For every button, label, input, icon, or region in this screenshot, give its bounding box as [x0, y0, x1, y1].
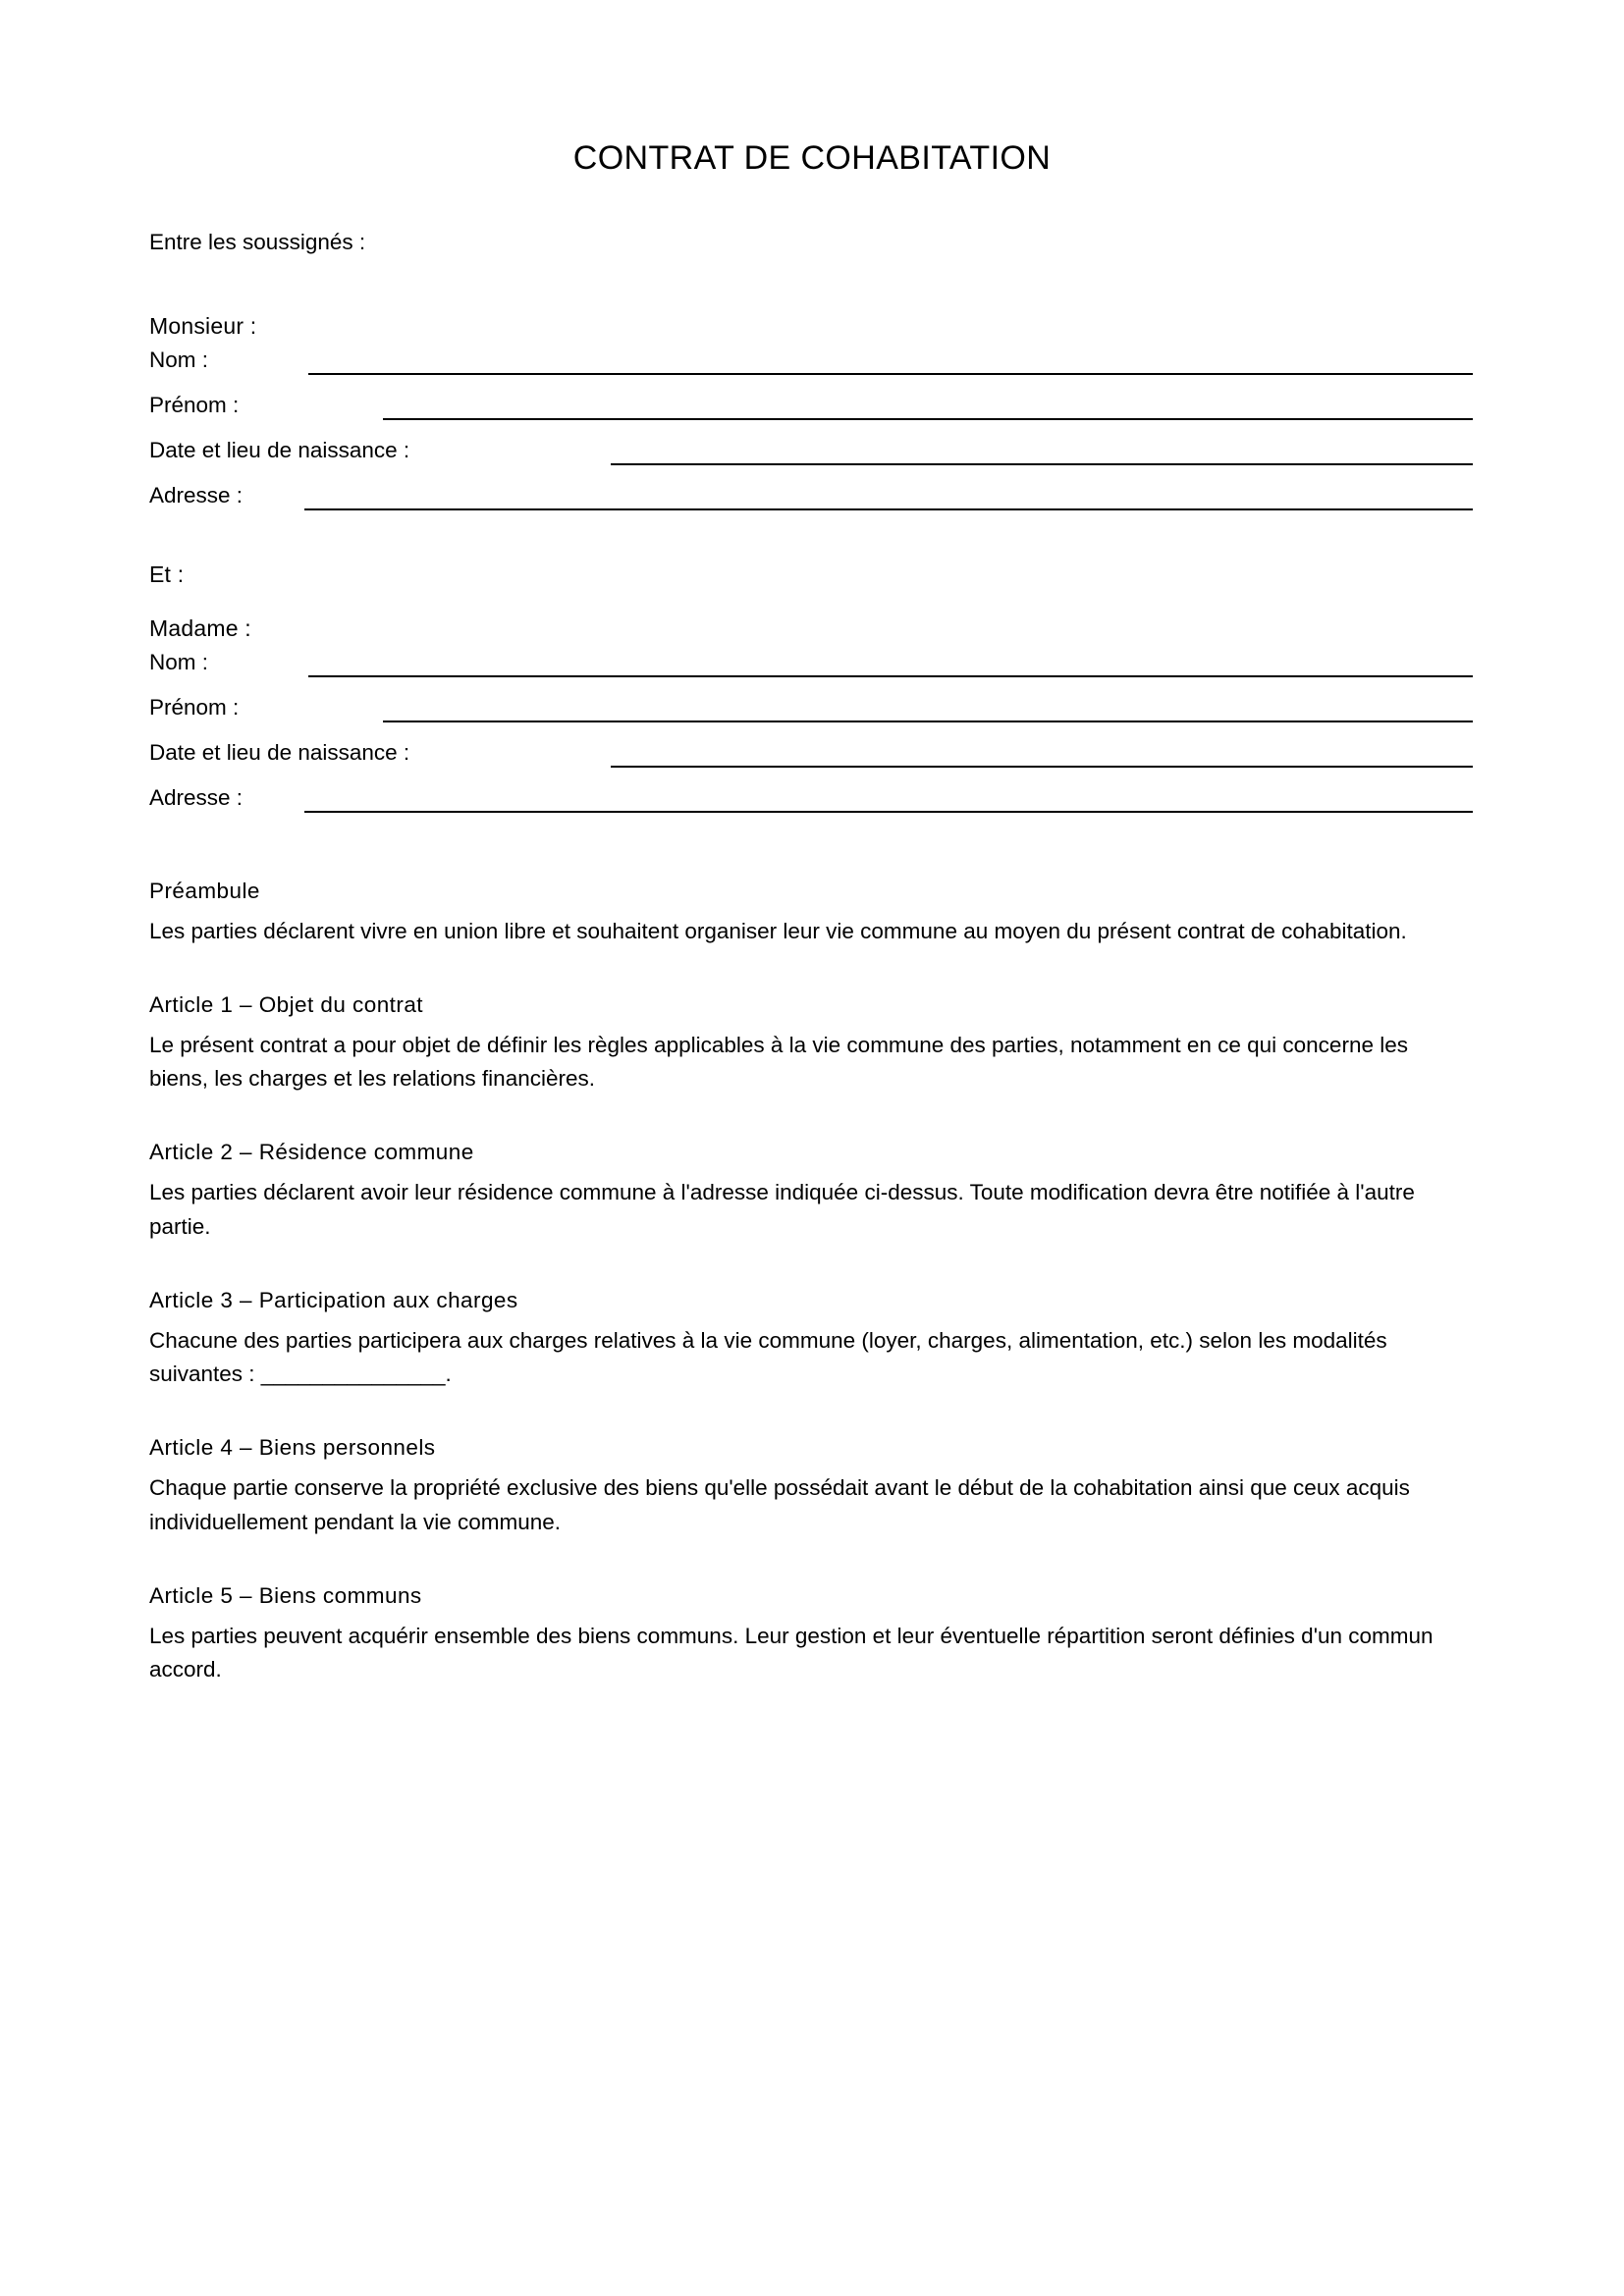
field-input-prenom-monsieur[interactable]	[383, 418, 1473, 420]
field-row-naissance-madame	[149, 730, 1473, 775]
field-label-nom: Nom :	[149, 347, 209, 372]
section-body: Chaque partie conserve la propriété exclusive des biens qu'elle possédait avant le début de la cohabitation ainsi que ceux acquis individuellement pendant la vie commune.	[149, 1475, 1410, 1534]
field-input-prenom-madame[interactable]	[383, 721, 1473, 722]
page-title: CONTRAT DE COHABITATION	[572, 138, 1052, 177]
party-heading-madame: Madame :	[149, 614, 251, 641]
section-article-5	[149, 1582, 1473, 1687]
section-article-2	[149, 1139, 1473, 1244]
section-article-1	[149, 991, 1473, 1096]
field-input-naissance-madame[interactable]	[611, 766, 1473, 768]
spacer	[149, 518, 1473, 563]
section-heading: Article 3 – Participation aux charges	[149, 1287, 518, 1312]
section-body: Les parties déclarent avoir leur résidence commune à l'adresse indiquée ci-dessus. Toute modification devra être notifiée à l'autre partie.	[149, 1180, 1415, 1239]
field-input-nom-madame[interactable]	[308, 675, 1473, 677]
field-label-adresse: Adresse :	[149, 784, 244, 810]
party-heading-monsieur: Monsieur :	[149, 312, 257, 339]
document-body	[149, 232, 1473, 1730]
section-heading: Article 5 – Biens communs	[149, 1582, 422, 1608]
section-article-3	[149, 1287, 1473, 1392]
field-label-nom: Nom :	[149, 649, 209, 674]
section-heading: Article 1 – Objet du contrat	[149, 991, 423, 1017]
party-block-monsieur	[149, 312, 1473, 518]
section-body: Les parties peuvent acquérir ensemble des biens communs. Leur gestion et leur éventuelle répartition seront définies d'un commun accord.	[149, 1623, 1434, 1682]
field-input-adresse-madame[interactable]	[304, 811, 1473, 813]
section-heading: Article 2 – Résidence commune	[149, 1140, 474, 1165]
field-input-adresse-monsieur[interactable]	[304, 508, 1473, 510]
section-body: Les parties déclarent vivre en union libre et souhaitent organiser leur vie commune au moyen du présent contrat de cohabitation.	[149, 918, 1407, 943]
section-heading: Préambule	[149, 878, 260, 903]
field-label-adresse: Adresse :	[149, 482, 244, 507]
spacer	[149, 254, 1473, 315]
spacer	[149, 821, 1473, 878]
intro-text: Entre les soussignés :	[149, 230, 366, 254]
field-input-nom-monsieur[interactable]	[308, 373, 1473, 375]
field-label-naissance: Date et lieu de naissance :	[149, 437, 410, 462]
field-label-naissance: Date et lieu de naissance :	[149, 739, 410, 765]
field-row-prenom-madame	[149, 685, 1473, 730]
field-row-prenom-monsieur	[149, 383, 1473, 428]
field-row-adresse-monsieur	[149, 473, 1473, 518]
section-body: Le présent contrat a pour objet de définir les règles applicables à la vie commune des parties, notamment en ce qui concerne les biens, les charges et les relations financières.	[149, 1032, 1408, 1092]
party-connector-et: Et :	[149, 561, 185, 587]
section-body: Chacune des parties participera aux charges relatives à la vie commune (loyer, charges, alimentation, etc.) selon les modalités suivantes : _______________.	[149, 1327, 1387, 1387]
field-row-naissance-monsieur	[149, 428, 1473, 473]
section-article-4	[149, 1434, 1473, 1539]
field-input-naissance-monsieur[interactable]	[611, 463, 1473, 465]
field-row-nom-monsieur	[149, 338, 1473, 383]
field-row-adresse-madame	[149, 775, 1473, 821]
section-preambule	[149, 878, 1473, 948]
field-label-prenom: Prénom :	[149, 392, 240, 417]
field-label-prenom: Prénom :	[149, 694, 240, 720]
party-block-madame	[149, 563, 1473, 821]
field-row-nom-madame	[149, 640, 1473, 685]
section-heading: Article 4 – Biens personnels	[149, 1435, 436, 1461]
